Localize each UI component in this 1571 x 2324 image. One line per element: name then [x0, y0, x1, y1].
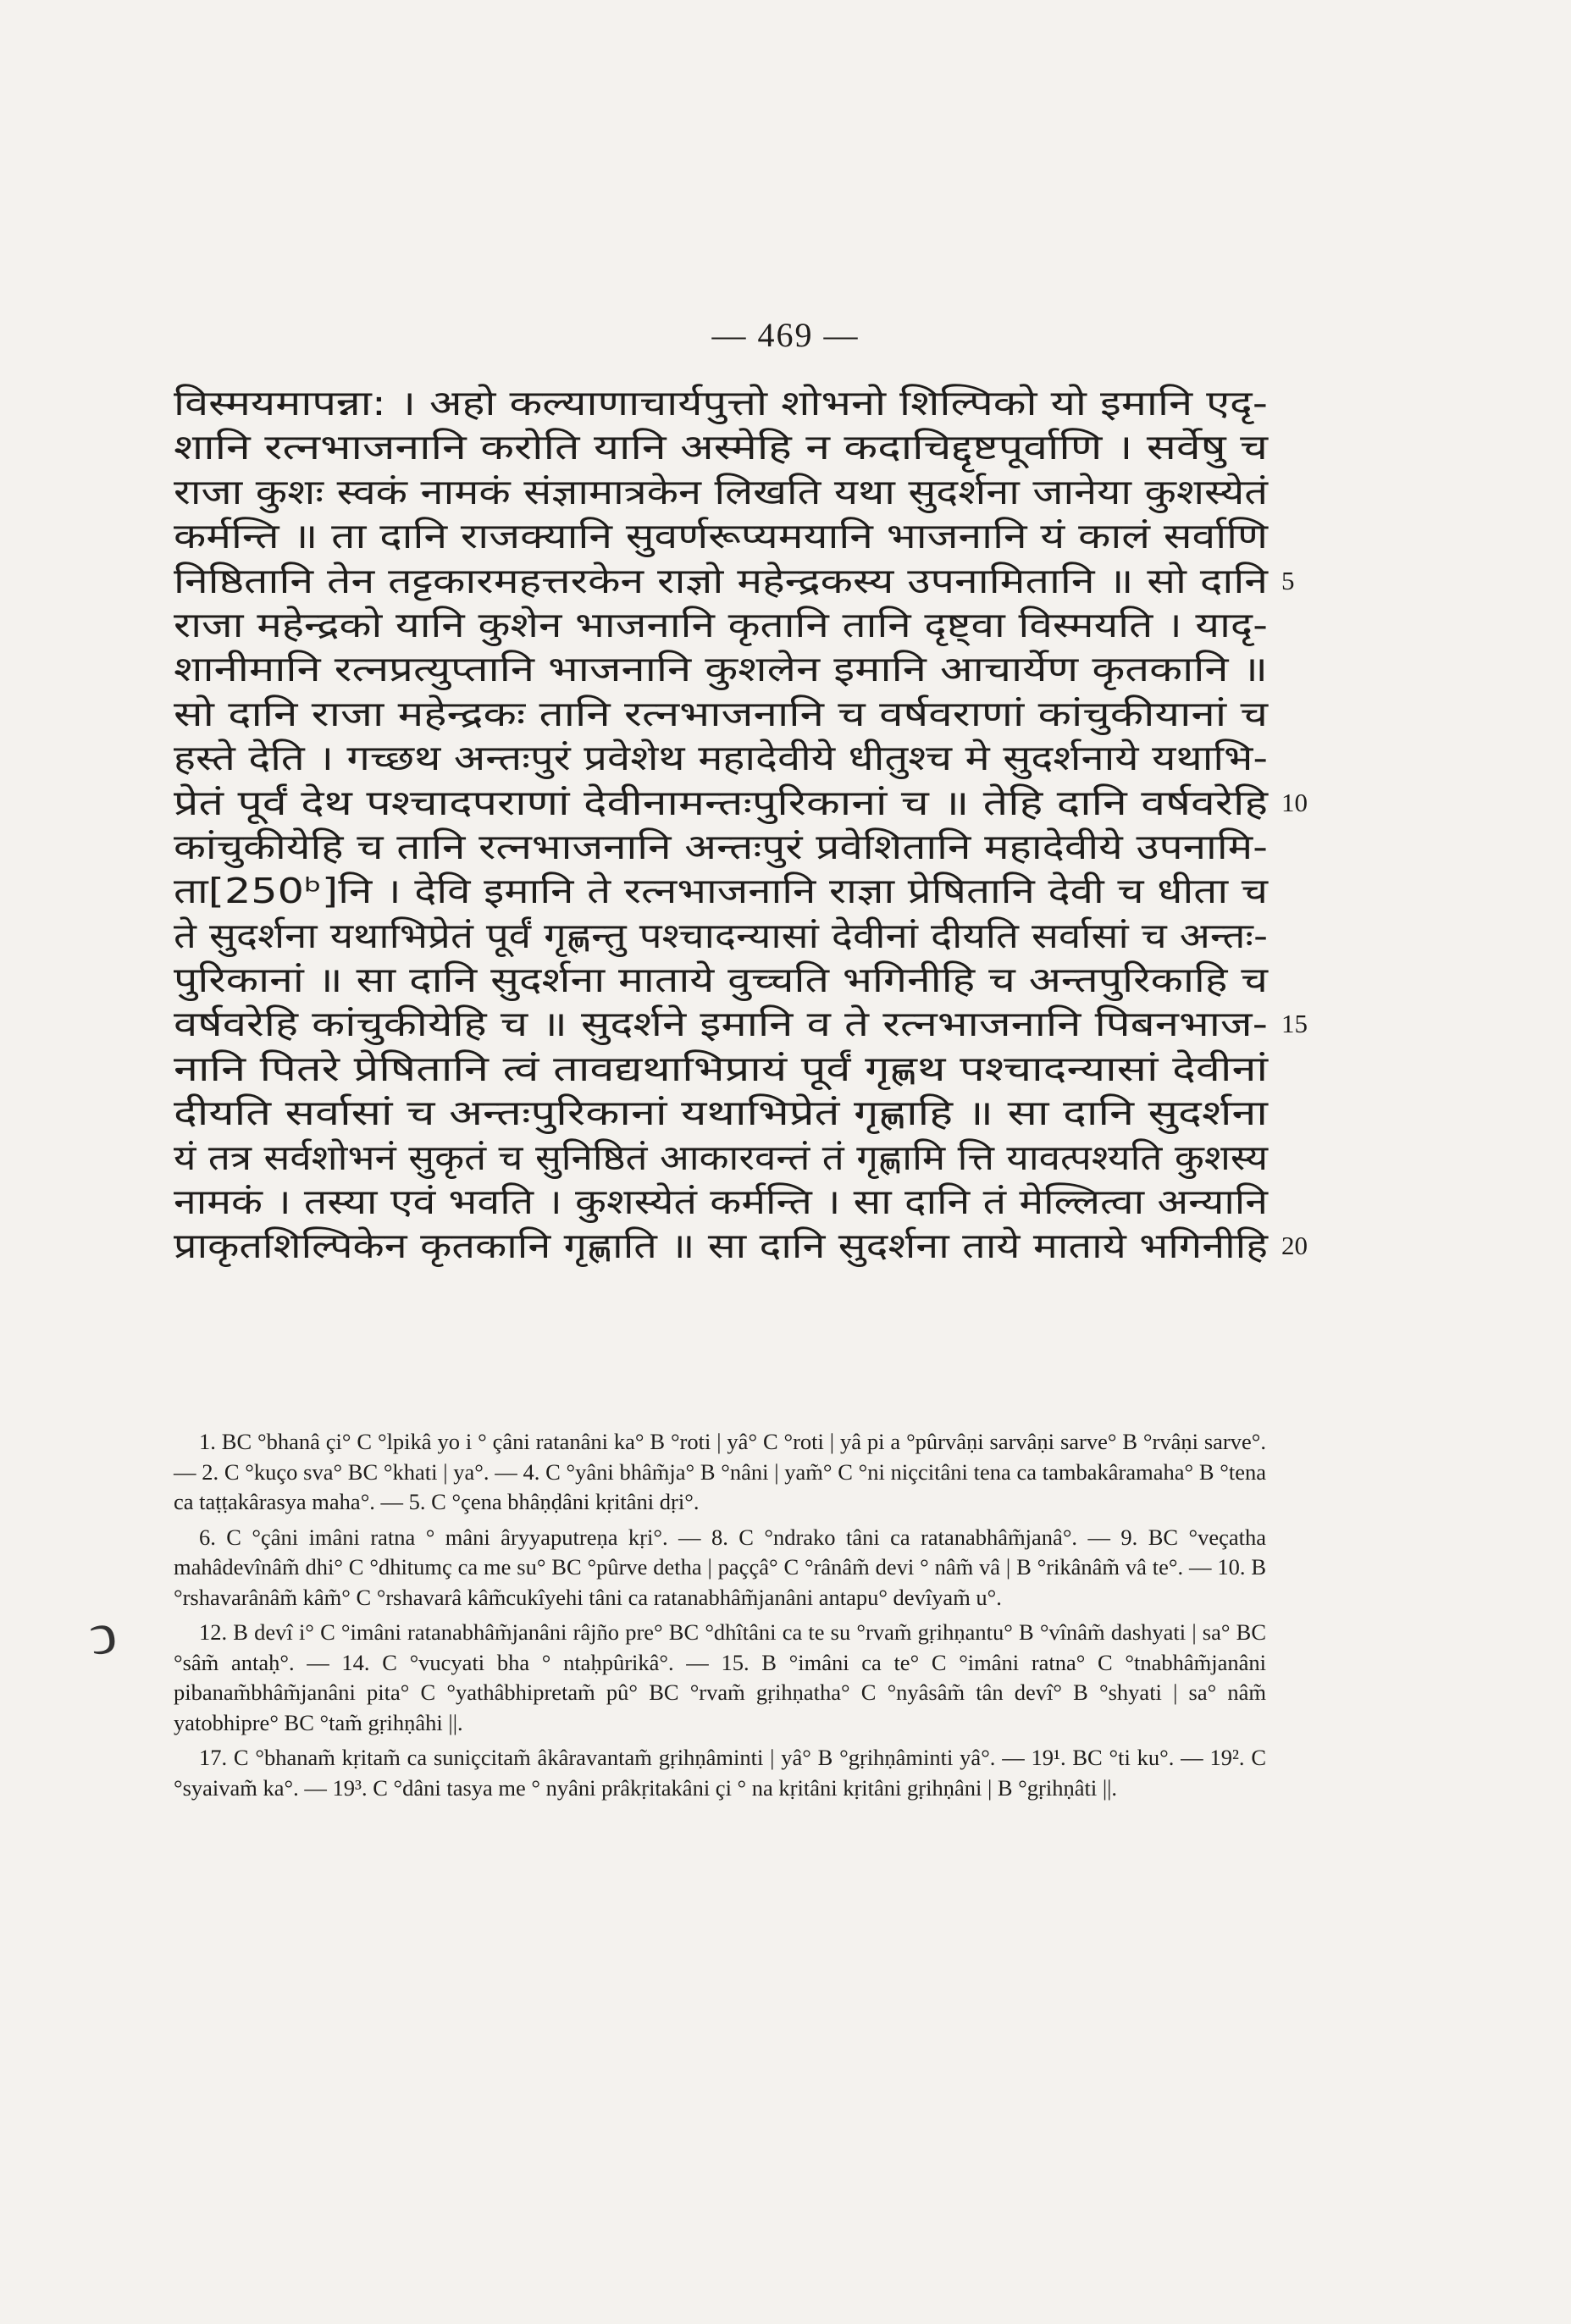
text-line: [174, 470, 1268, 514]
text-line-content: सो दानि राजा महेन्द्रकः तानि रत्नभाजनानि च वर्षवराणां कांचुकीयानां च: [174, 693, 1268, 734]
text-line-content: नानि पितरे प्रेषितानि त्वं तावद्यथाभिप्रायं पूर्वं गृह्णथ पश्चादन्यासां देवीनां: [174, 1048, 1268, 1089]
text-line-content: हस्ते देति । गच्छथ अन्तःपुरं प्रवेशेथ महादेवीये धीतुश्च मे सुदर्शनाये यथाभि-: [174, 738, 1268, 779]
text-line-content: प्राकृतशिल्पिकेन कृतकानि गृह्णाति ॥ सा दानि सुदर्शना ताये माताये भगिनीहि: [174, 1226, 1269, 1267]
text-line-content: नामकं । तस्या एवं भवति । कुशस्येतं कर्मन्ति । सा दानि तं मेल्लित्वा अन्यानि: [174, 1181, 1268, 1223]
text-line: [174, 825, 1268, 869]
text-line-content: ते सुदर्शना यथाभिप्रेतं पूर्वं गृह्णन्तु पश्चादन्यासां देवीनां दीयति सर्वासां च अन्तः-: [174, 915, 1268, 956]
text-line: [174, 736, 1268, 780]
text-line: [174, 514, 1268, 558]
text-line-content: राजा कुशः स्वकं नामकं संज्ञामात्रकेन लिखति यथा सुदर्शना जानेया कुशस्येतं: [174, 471, 1268, 512]
text-line: [174, 914, 1268, 958]
text-line-content: विस्मयमापन्ना: । अहो कल्याणाचार्यपुत्तो शोभनो शिल्पिको यो इमानि एदृ-: [174, 383, 1268, 423]
text-line-content: दीयति सर्वासां च अन्तःपुरिकानां यथाभिप्रेतं गृह्णाहि ॥ सा दानि सुदर्शना: [174, 1093, 1268, 1134]
text-line: [174, 1002, 1308, 1046]
line-number: 5: [1281, 565, 1295, 595]
text-line-content: प्रेतं पूर्वं देथ पश्चादपराणां देवीनामन्तःपुरिकानां च ॥ तेहि दानि वर्षवरेहि: [174, 782, 1268, 823]
text-line-content: राजा महेन्द्रको यानि कुशेन भाजनानि कृतानि तानि दृष्ट्वा विस्मयति । यादृ-: [174, 604, 1268, 645]
text-line: [174, 603, 1268, 647]
page-number: — 469 —: [711, 316, 860, 354]
text-line: [174, 1136, 1268, 1180]
text-line-content: शानि रत्नभाजनानि करोति यानि अस्मेहि न कदाचिद्दृष्टपूर्वाणि । सर्वेषु च: [174, 427, 1268, 468]
line-number: 20: [1281, 1231, 1308, 1261]
text-line: [174, 781, 1308, 825]
line-number: 15: [1281, 1009, 1308, 1039]
text-line-content: यं तत्र सर्वशोभनं सुकृतं च सुनिष्ठितं आकारवन्तं तं गृह्णामि त्ति यावत्पश्यति कुशस्य: [174, 1137, 1268, 1178]
text-line: [174, 692, 1268, 736]
text-line: [174, 425, 1268, 469]
text-line: [174, 1224, 1308, 1268]
footnote: 6. C °çâni imâni ratna ° mâni âryyaputreṇa kṛi°. — 8. C °ndrako tâni ca ratanabhâm̃janâ°. — 9. BC °veçatha mahâdevînâm̃ dhi° C °dhitumç ca me su° BC °pûrve detha | paççâ° C °rânâm̃ devi ° nâm̃ vâ | B °rikânâm̃ vâ te°. — 10. B °rshavarânâm̃ kâm̃° C °rshavarâ kâm̃cukîyehi tâni ca ratanabhâm̃janâni antapu° devîyam̃ u°.: [174, 1524, 1266, 1610]
line-number: 10: [1281, 787, 1308, 817]
text-line-content: पुरिकानां ॥ सा दानि सुदर्शना माताये वुच्चति भगिनीहि च अन्तपुरिकाहि च: [174, 960, 1268, 1001]
text-line: [174, 559, 1295, 603]
text-line: [174, 869, 1268, 913]
text-line: [174, 381, 1268, 425]
footnote: 12. B devî i° C °imâni ratanabhâm̃janâni râjño pre° BC °dhîtâni ca te su °rvam̃ gṛihṇantu° B °vînâm̃ dashyati | sa° BC °sâm̃ antaḥ°. — 14. C °vucyati bha ° ntaḥpûrikâ°. — 15. B °imâni ca te° C °imâni ratna° C °tnabhâm̃janâni pibanam̃bhâm̃janâni pita° C °yathâbhipretam̃ pû° BC °rvam̃ gṛihṇatha° C °nyâsâm̃ tân devî° B °shyati | sa° nâm̃ yatobhipre° BC °tam̃ gṛihṇâhi ||.: [174, 1619, 1266, 1735]
text-line-content: कांचुकीयेहि च तानि रत्नभाजनानि अन्तःपुरं प्रवेशितानि महादेवीये उपनामि-: [174, 826, 1269, 867]
text-line: [174, 647, 1268, 691]
text-line-content: कर्मन्ति ॥ ता दानि राजक्यानि सुवर्णरूप्यमयानि भाजनानि यं कालं सर्वाणि: [174, 516, 1268, 557]
text-line-content: ता[250ᵇ]नि । देवि इमानि ते रत्नभाजनानि राज्ञा प्रेषितानि देवी च धीता च: [174, 871, 1268, 912]
text-line: [174, 958, 1268, 1002]
footnote: 17. C °bhanam̃ kṛitam̃ ca suniçcitam̃ âkâravantam̃ gṛihṇâminti | yâ° B °gṛihṇâminti yâ°. — 19¹. BC °ti ku°. — 19². C °syaivam̃ ka°. — 19³. C °dâni tasya me ° nyâni prâkṛitakâni çi ° na kṛitâni kṛitâni gṛihṇâni | B °gṛihṇâti ||.: [174, 1745, 1266, 1801]
footnote: 1. BC °bhanâ çi° C °lpikâ yo i ° çâni ratanâni ka° B °roti | yâ° C °roti | yâ pi a °pûrvâṇi sarvâṇi sarve° B °rvâṇi sarve°. — 2. C °kuço sva° BC °khati | ya°. — 4. C °yâni bhâm̃ja° B °nâni | yam̃° C °ni niçcitâni tena ca tambakâramaha° B °tena ca taṭṭakârasya maha°. — 5. C °çena bhâṇḍâni kṛitâni dṛi°.: [174, 1429, 1266, 1514]
footnotes-block: [174, 1427, 1266, 1808]
text-line: [174, 1180, 1268, 1224]
handwritten-margin-mark: ↄ: [85, 1600, 121, 1668]
text-line: [174, 1091, 1268, 1135]
text-line-content: वर्षवरेहि कांचुकीयेहि च ॥ सुदर्शने इमानि व ते रत्नभाजनानि पिबनभाज-: [174, 1004, 1268, 1045]
text-line-content: शानीमानि रत्नप्रत्युप्तानि भाजनानि कुशलेन इमानि आचार्येण कृतकानि ॥: [174, 649, 1268, 690]
text-line: [174, 1047, 1268, 1091]
text-line-content: निष्ठितानि तेन तट्टकारमहत्तरकेन राज्ञो महेन्द्रकस्य उपनामितानि ॥ सो दानि: [174, 560, 1268, 601]
sanskrit-text-block: [174, 381, 1308, 1269]
